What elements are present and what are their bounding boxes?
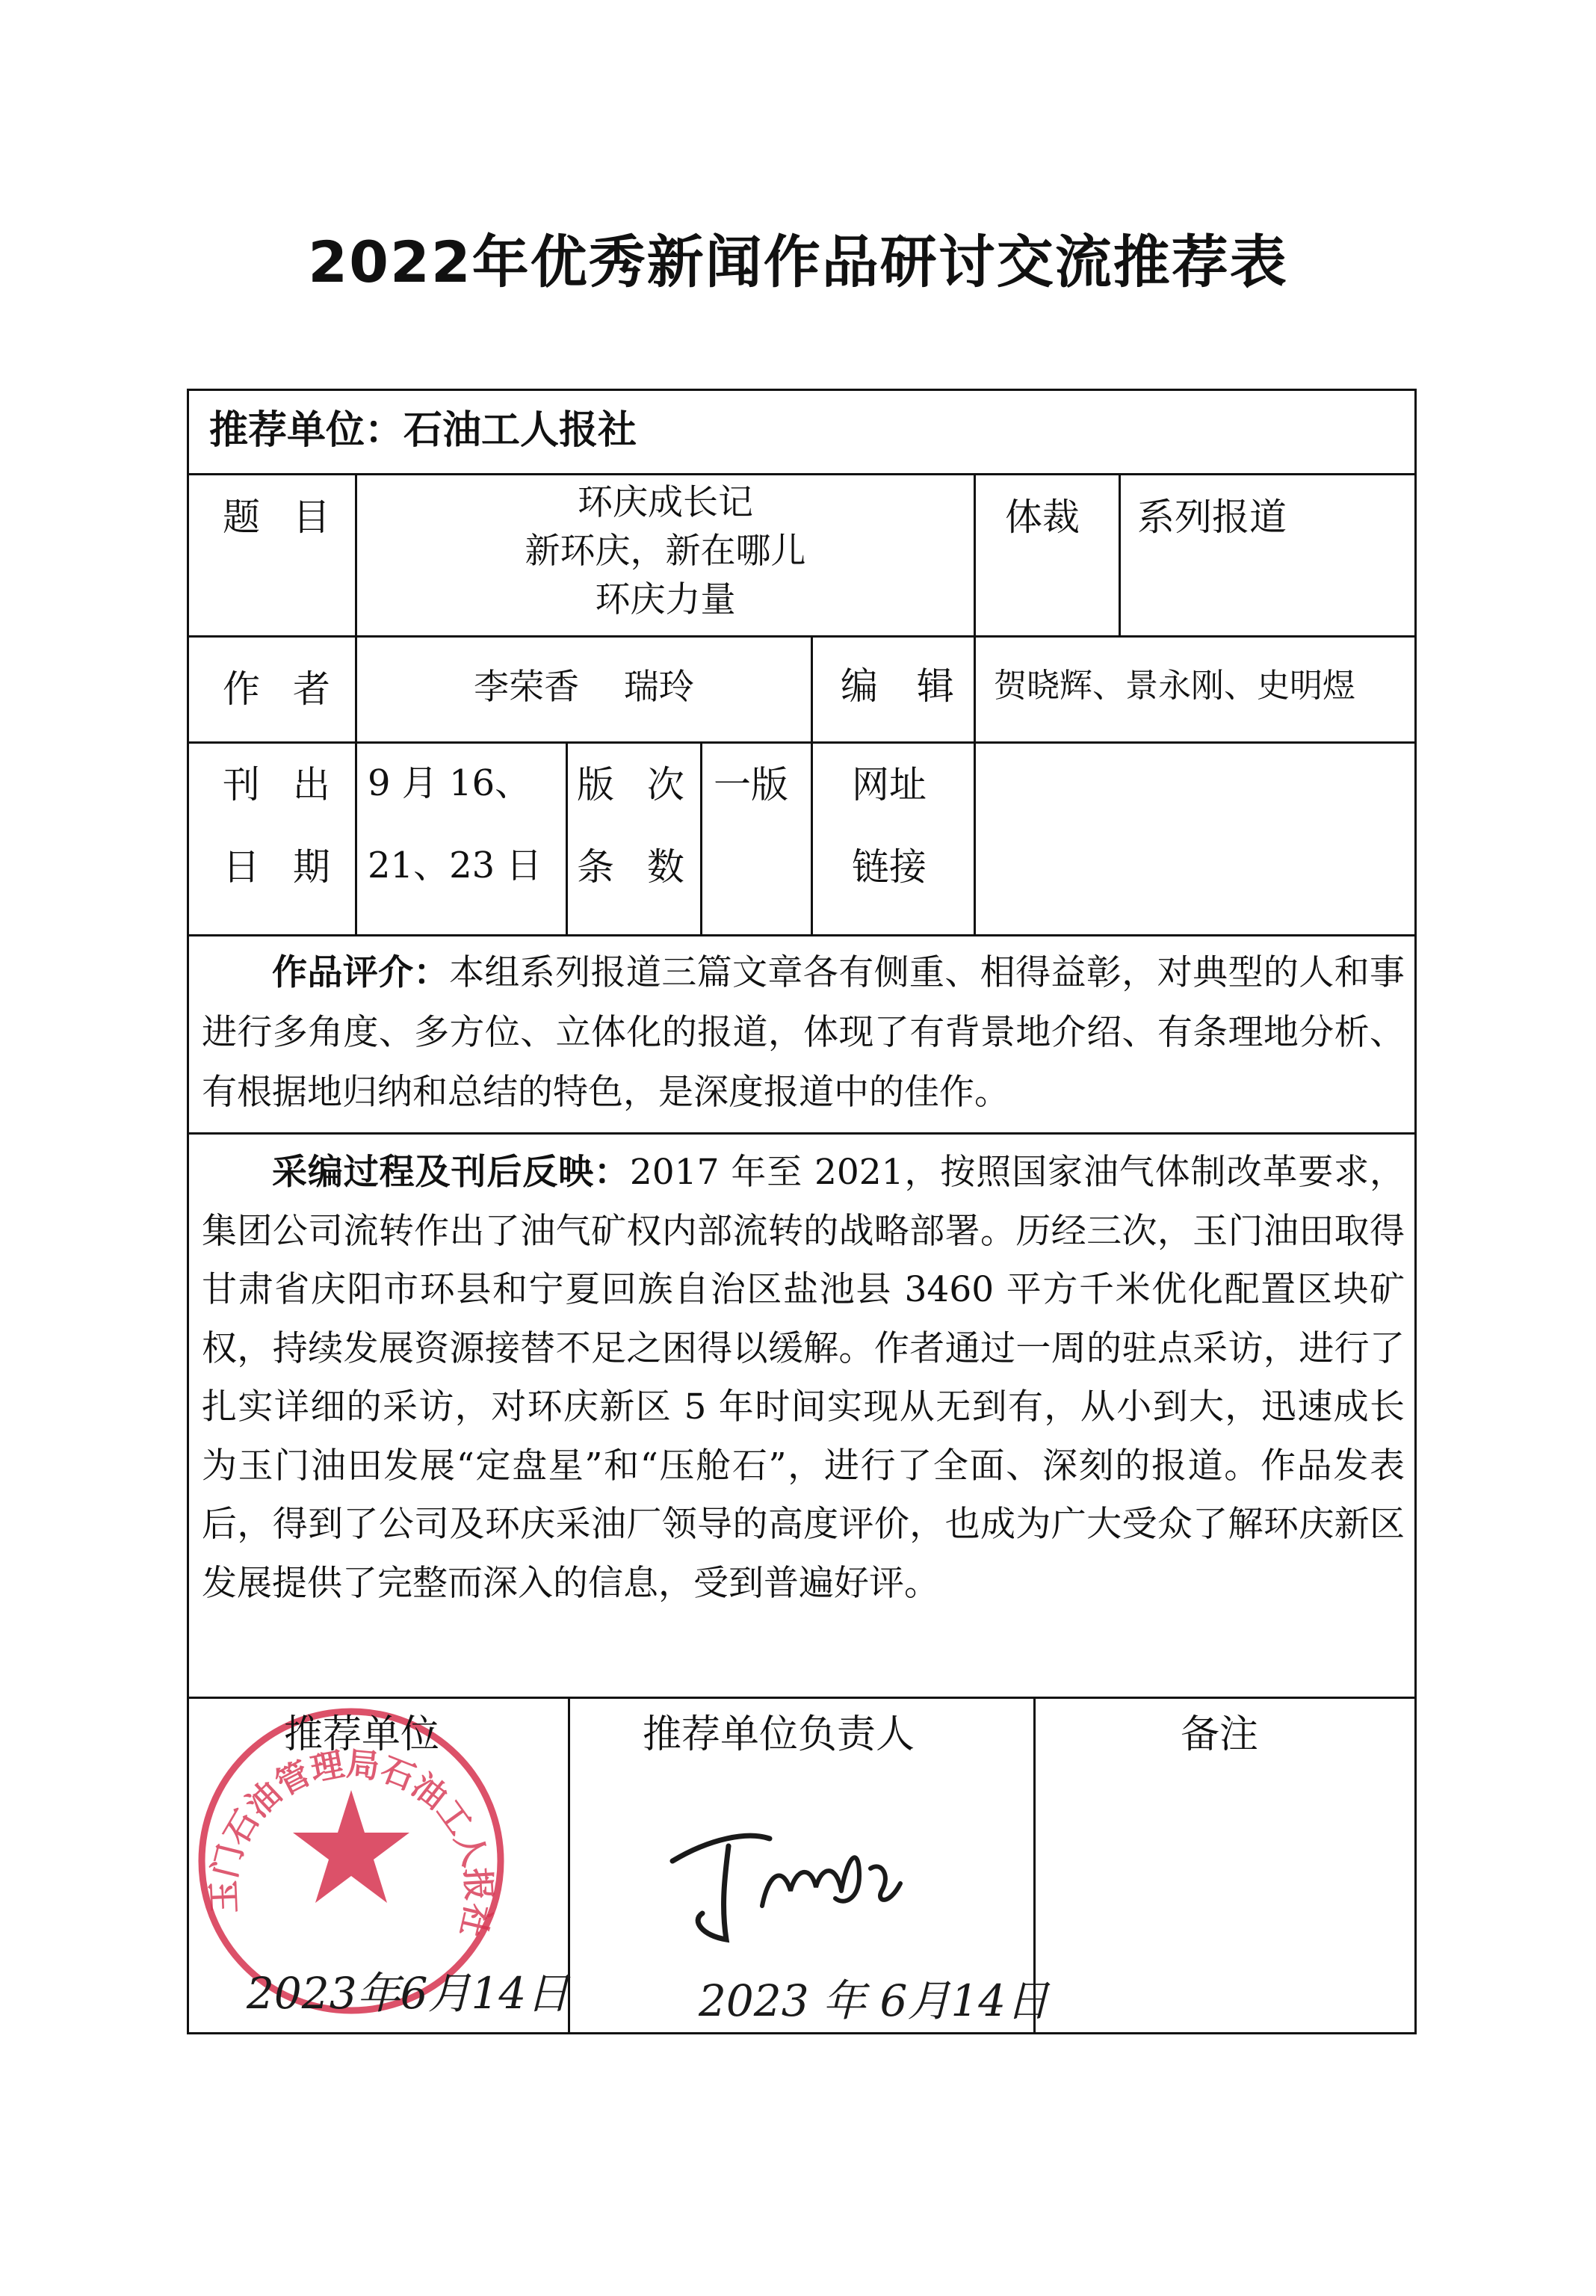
pubdate-value: 21、23 日: [368, 845, 542, 886]
url-label: 链接: [852, 845, 927, 889]
sign-person-label: 推荐单位负责人: [643, 1712, 915, 1757]
col-divider: [974, 473, 976, 635]
recommending-unit: [209, 407, 637, 454]
process-text: 2017 年至 2021，按照国家油气体制改革要求，集团公司流转作出了油气矿权内部流转的战略部署。历经三次，玉门油田取得甘肃省庆阳市环县和宁夏回族自治区盐池县 3460 平方千米优化配置区块矿权，持续发展资源接替不足之困得以缓解。作者通过一周的驻点采访，进行了扎实详细的采访，对环庆新区 5 年时间实现从无到有，从小到大，迅速成长为玉门油田发展“定盘星”和“压舱石”，进行了全面、深刻的报道。作品发表后，得到了公司及环庆采油厂领导的高度评价，也成为广大受众了解环庆新区发展提供了完整而深入的信息，受到普遍好评。: [202, 1152, 1405, 1604]
editor-label: 编 辑: [841, 664, 968, 708]
sign-person-date: 2023 年 6月14日: [699, 1975, 1050, 2026]
col-divider: [974, 635, 976, 934]
recommending-unit-value: 石油工人报社: [403, 408, 637, 453]
page-value: 一版: [714, 763, 788, 806]
topic-line: 新环庆，新在哪儿: [525, 531, 806, 572]
editor-value: 贺晓辉、景永刚、史明煜: [994, 667, 1355, 705]
topic-line: 环庆力量: [595, 579, 736, 620]
url-label: 网址: [852, 763, 927, 806]
page-label: 条 数: [577, 845, 695, 889]
author-label: 作 者: [223, 667, 341, 711]
topic-line: 环庆成长记: [578, 482, 753, 523]
process-label: 采编过程及刊后反映：: [272, 1152, 630, 1193]
col-divider: [811, 635, 813, 934]
pubdate-label: 刊 出: [223, 763, 341, 806]
topic-lines: [357, 478, 974, 624]
sign-unit-date: 2023年6月14日: [247, 1968, 570, 2019]
row-divider: [187, 934, 1414, 936]
author-value: 李荣香 瑞玲: [474, 667, 694, 708]
col-divider: [1119, 473, 1121, 635]
col-divider: [700, 741, 702, 934]
topic-label: 题 目: [223, 496, 341, 539]
sign-unit-label: 推荐单位: [284, 1712, 440, 1757]
genre-label: 体裁: [1005, 496, 1080, 539]
row-divider: [187, 1132, 1414, 1135]
genre-value: 系列报道: [1137, 496, 1287, 539]
row-divider: [187, 635, 1414, 638]
process-paragraph: [202, 1144, 1405, 1613]
page-label: 版 次: [577, 763, 695, 806]
page-title: 2022年优秀新闻作品研讨交流推荐表: [308, 229, 1288, 295]
row-divider: [187, 741, 1414, 744]
row-divider: [187, 473, 1414, 475]
seal-text: 玉门石油管理局石油工人报社: [205, 1744, 498, 1941]
recommending-unit-label: 推荐单位：: [209, 408, 404, 453]
evaluation-paragraph: [202, 943, 1405, 1123]
evaluation-label: 作品评介：: [272, 952, 449, 993]
handwritten-signature: [658, 1794, 912, 1951]
pubdate-label: 日 期: [223, 845, 341, 889]
evaluation-text: 本组系列报道三篇文章各有侧重、相得益彰，对典型的人和事进行多角度、多方位、立体化的报道，体现了有背景地介绍、有条理地分析、有根据地归纳和总结的特色，是深度报道中的佳作。: [202, 952, 1405, 1113]
col-divider: [566, 741, 568, 934]
pubdate-value: 9 月 16、: [368, 762, 531, 804]
remarks-label: 备注: [1181, 1712, 1259, 1757]
